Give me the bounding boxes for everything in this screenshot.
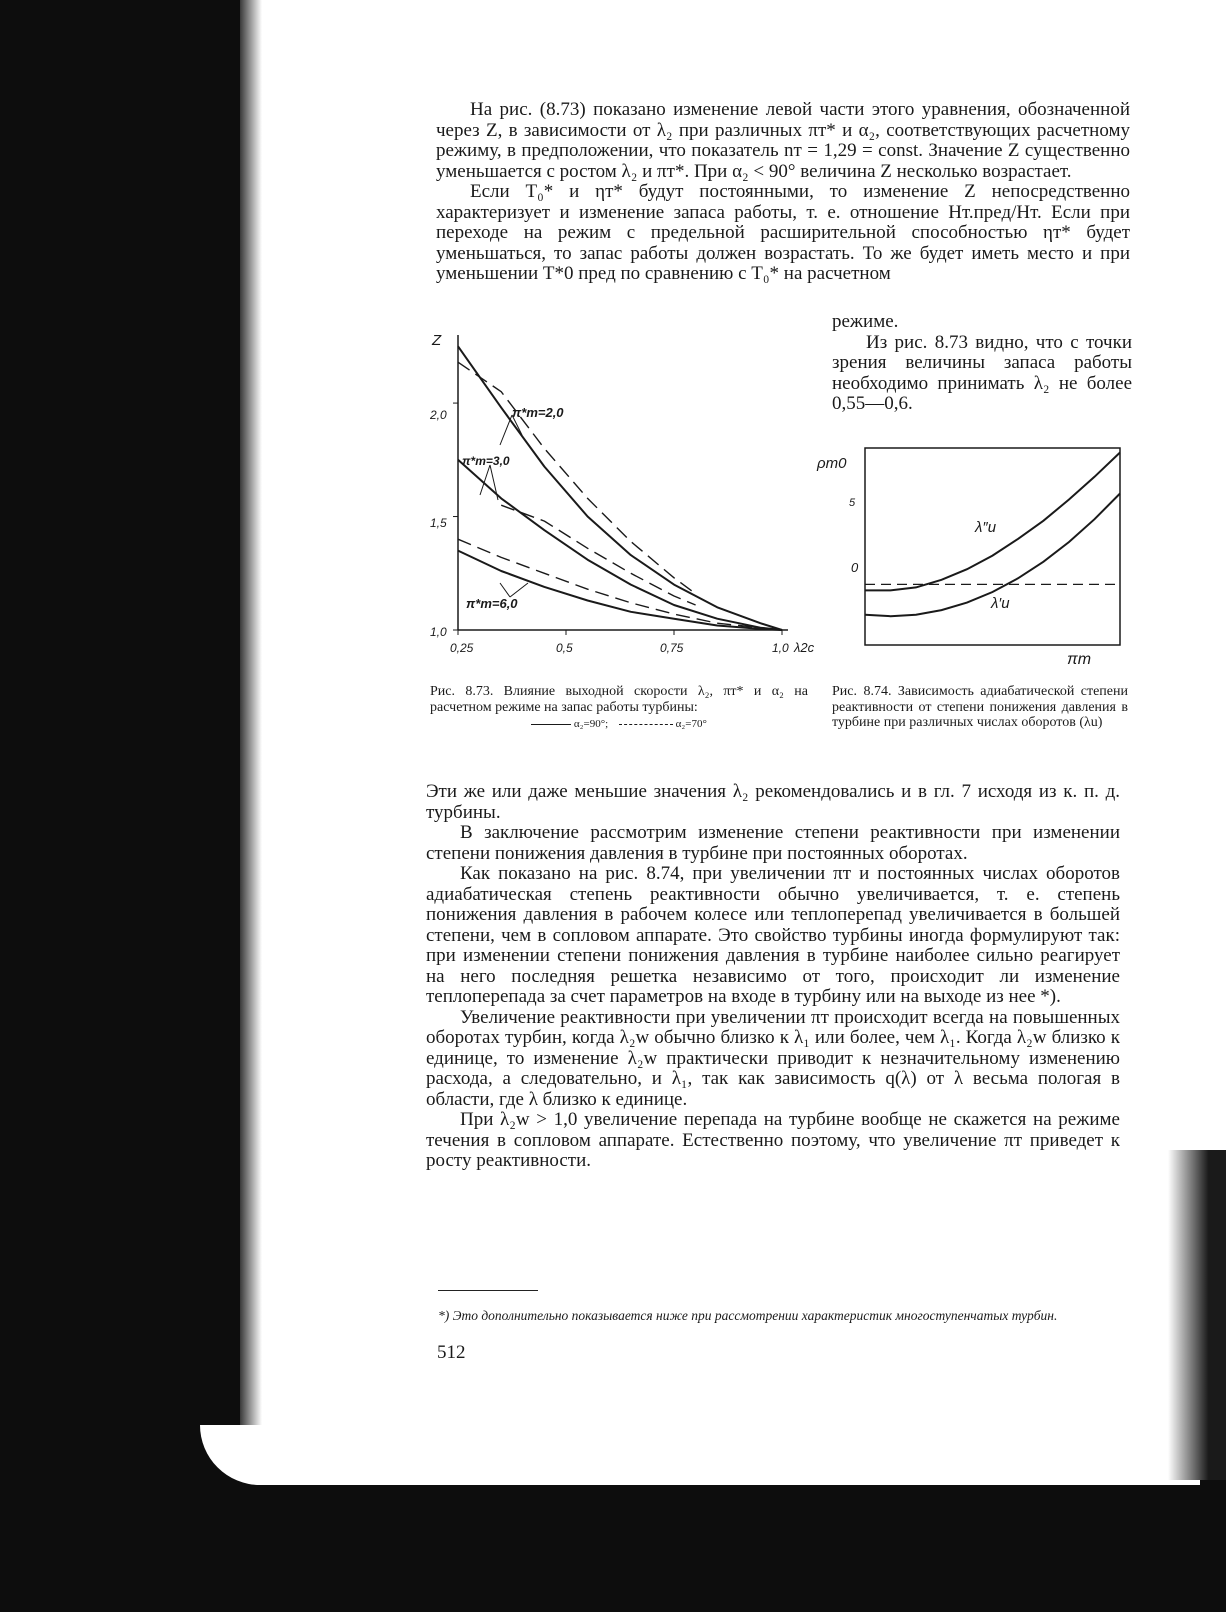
top-text	[436, 100, 1130, 285]
fig73-curve-label: π*т=6,0	[466, 596, 518, 611]
footnote-rule	[438, 1290, 538, 1291]
fig73-x-tick: 0,25	[450, 641, 474, 655]
caption-text: Рис. 8.73. Влияние выходной скорости λ₂, πт* и α₂ на расчетном режиме на запас работы турбины:	[430, 684, 808, 715]
paragraph: На рис. (8.73) показано изменение левой части этого уравнения, обозначенной через Z, в зависимости от λ₂ при различных πт* и α₂, соответствующих расчетному режиму, в предположении, что показатель nт = 1,29 = const. Значение Z существенно уменьшается с ростом λ₂ и πт*. При α₂ < 90° величина Z несколько возрастает.	[436, 99, 1130, 182]
fig73-y-tick: 1,5	[430, 516, 447, 530]
legend-solid-label: α₂=90°;	[573, 718, 609, 730]
paragraph: Как показано на рис. 8.74, при увеличении πт и постоянных числах оборотов адиабатическая степень реактивности обычно увеличивается, т. е. степень понижения давления в рабочем колесе или теплоперепад увеличивается в большей степени, чем в сопловом аппарате. Это свойство турбины иногда формулируют так: при изменении степени понижения давления в турбине наиболее сильно реагирует на него последняя решетка независимо от того, происходит ли изменение теплоперепада за счет параметров на входе в турбину или на выходе из нее *).	[426, 863, 1120, 1007]
top-text-right	[832, 312, 1132, 415]
fig73-y-tick: 1,0	[430, 625, 447, 639]
fig73-series-line	[458, 539, 782, 630]
fig74-caption	[832, 684, 1128, 731]
paragraph: При λ₂w > 1,0 увеличение перепада на турбине вообще не скажется на режиме течения в сопловом аппарате. Естественно поэтому, что увеличение πт приведет к росту реактивности.	[426, 1109, 1120, 1171]
paragraph: Эти же или даже меньшие значения λ₂ рекомендовались и в гл. 7 исходя из к. п. д. турбины.	[426, 781, 1120, 823]
fig73-axes	[453, 335, 788, 635]
figure-8-74	[815, 440, 1135, 670]
footnote: *) Это дополнительно показывается ниже при рассмотрении характеристик многоступенчатых турбин.	[438, 1308, 1058, 1323]
paragraph: режиме.	[832, 311, 899, 332]
fig73-legend	[430, 717, 808, 733]
legend-solid-swatch	[531, 724, 571, 725]
fig73-x-tick: 0,75	[660, 641, 684, 655]
page-number: 512	[437, 1342, 466, 1363]
paragraph: Если T₀* и ηт* будут постоянными, то изменение Z непосредственно характеризует и изменение запаса работы, т. е. отношение Hт.пред/Hт. Если при переходе на режим с предельной расширительной способностью ηт* будет уменьшаться, то запас работы должен возрастать. То же будет иметь место и при уменьшении T*0 пред по сравнению с T₀* на расчетном	[436, 181, 1130, 284]
caption-text: Рис. 8.74. Зависимость адиабатической степени реактивности от степени понижения давления в турбине при различных числах оборотов (λu)	[832, 684, 1128, 730]
legend-dashed-label: α₂=70°	[675, 718, 707, 730]
fig73-series-line	[458, 346, 782, 630]
fig73-x-label: λ2c	[794, 640, 815, 655]
bottom-text	[426, 782, 1120, 1172]
fig74-x-label: πт	[1067, 651, 1092, 668]
fig73-caption	[430, 684, 808, 733]
scan-shadow-right	[1168, 1150, 1226, 1480]
fig73-y-tick: 2,0	[430, 408, 447, 422]
fig73-curve-label: π*т=3,0	[462, 454, 510, 468]
paragraph: Увеличение реактивности при увеличении πт происходит всегда на повышенных оборотах турбин, когда λ₂w обычно близко к λ₁ или более, чем λ₁. Когда λ₂w близко к единице, то изменение λ₂w практически приводит к незначительному изменению расхода, а следовательно, и λ₁, так как зависимость q(λ) от λ весьма пологая в области, где λ близко к единице.	[426, 1006, 1120, 1110]
paragraph: В заключение рассмотрим изменение степени реактивности при изменении степени понижения давления в турбине при постоянных оборотах.	[426, 822, 1120, 864]
fig73-curve-label: π*т=2,0	[512, 405, 564, 420]
fig73-series	[458, 346, 782, 630]
scan-dark-margin-left	[0, 0, 240, 1612]
legend-dashed-swatch	[619, 724, 673, 725]
scan-shadow	[240, 0, 262, 1460]
fig74-y-label: ρт0	[817, 455, 847, 472]
fig74-curve-label: λ″u	[975, 519, 997, 536]
paragraph: Из рис. 8.73 видно, что с точки зрения величины запаса работы необходимо принимать λ₂ не более 0,55—0,6.	[832, 331, 1132, 414]
figure-8-73	[420, 325, 820, 670]
page-edge	[200, 1425, 1200, 1485]
fig73-y-label: Z	[432, 332, 442, 349]
fig74-curve-label: λ′u	[991, 595, 1010, 612]
fig73-x-tick: 0,5	[556, 641, 573, 655]
fig73-x-tick: 1,0	[772, 641, 789, 655]
fig74-y-tick: 5	[849, 497, 856, 509]
fig74-y-tick: 0	[851, 560, 859, 575]
fig73-series-line	[458, 551, 782, 630]
